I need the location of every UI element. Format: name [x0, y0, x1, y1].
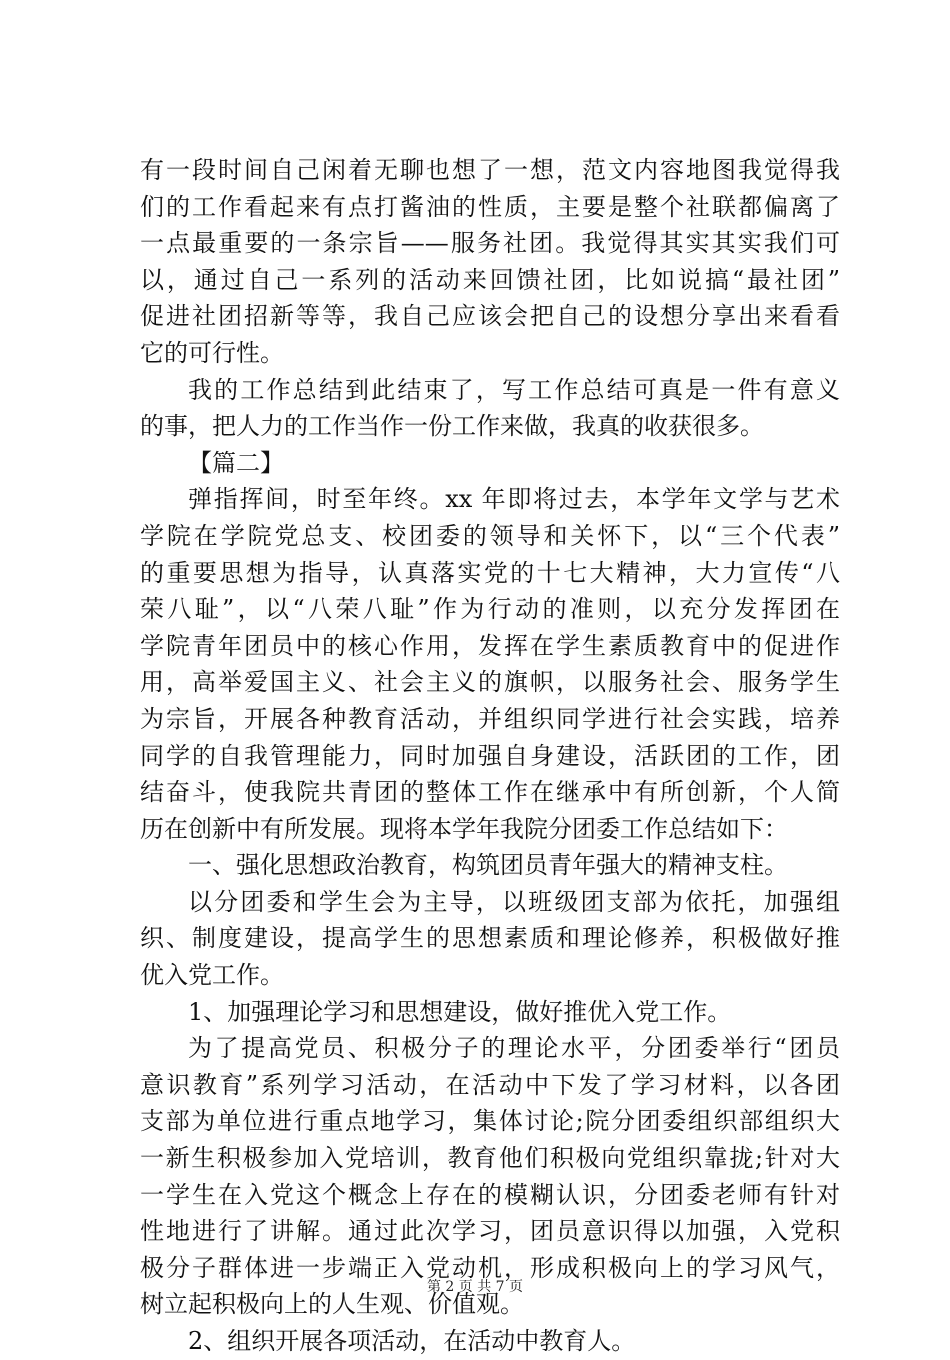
- text-line: 【篇二】: [188, 448, 284, 477]
- text-line: 我的工作总结到此结束了，写工作总结可真是一件有意义: [188, 375, 840, 404]
- text-line: 的重要思想为指导，认真落实党的十七大精神，大力宣传“八: [140, 558, 840, 587]
- text-line: 一学生在入党这个概念上存在的模糊认识，分团委老师有针对: [140, 1180, 840, 1209]
- text-line: 极分子群体进一步端正入党动机，形成积极向上的学习风气，: [140, 1253, 840, 1282]
- text-line: 学院青年团员中的核心作用，发挥在学生素质教育中的促进作: [140, 631, 840, 660]
- text-line: 2、组织开展各项活动，在活动中教育人。: [188, 1327, 636, 1355]
- text-line: 促进社团招新等等，我自己应该会把自己的设想分享出来看看: [140, 302, 840, 331]
- page-footer: 第 2 页 共 7 页: [426, 1279, 524, 1295]
- text-line: 一新生积极参加入党培训，教育他们积极向党组织靠拢;针对大: [140, 1144, 840, 1173]
- text-line: 们的工作看起来有点打酱油的性质，主要是整个社联都偏离了: [140, 192, 840, 221]
- text-line: 有一段时间自己闲着无聊也想了一想，范文内容地图我觉得我: [140, 156, 840, 184]
- text-line: 树立起积极向上的人生观、价值观。: [140, 1290, 524, 1319]
- text-line: 一点最重要的一条宗旨——服务社团。我觉得其实其实我们可: [140, 229, 840, 258]
- text-line: 性地进行了讲解。通过此次学习，团员意识得以加强，入党积: [140, 1217, 840, 1246]
- text-line: 同学的自我管理能力，同时加强自身建设，活跃团的工作，团: [140, 741, 840, 770]
- text-line: 支部为单位进行重点地学习，集体讨论;院分团委组织部组织大: [140, 1107, 840, 1136]
- text-line: 弹指挥间，时至年终。xx 年即将过去，本学年文学与艺术: [188, 485, 840, 514]
- text-line: 历在创新中有所发展。现将本学年我院分团委工作总结如下：: [140, 814, 788, 843]
- text-line: 优入党工作。: [140, 961, 284, 990]
- text-line: 为宗旨，开展各种教育活动，并组织同学进行社会实践，培养: [140, 704, 840, 733]
- text-line: 以，通过自己一系列的活动来回馈社团，比如说搞“最社团”: [140, 265, 840, 294]
- text-line: 1、加强理论学习和思想建设，做好推优入党工作。: [188, 997, 732, 1026]
- text-line: 用，高举爱国主义、社会主义的旗帜，以服务社会、服务学生: [140, 668, 840, 697]
- text-line: 以分团委和学生会为主导，以班级团支部为依托，加强组: [188, 887, 840, 916]
- text-line: 为了提高党员、积极分子的理论水平，分团委举行“团员: [188, 1034, 840, 1063]
- text-line: 一、强化思想政治教育，构筑团员青年强大的精神支柱。: [188, 851, 788, 880]
- text-line: 荣八耻”，以“八荣八耻”作为行动的准则，以充分发挥团在: [140, 595, 840, 624]
- text-line: 的事，把人力的工作当作一份工作来做，我真的收获很多。: [140, 412, 764, 441]
- text-line: 结奋斗，使我院共青团的整体工作在继承中有所创新，个人简: [140, 778, 840, 807]
- document-body: [140, 152, 840, 1360]
- text-line: 它的可行性。: [140, 338, 284, 367]
- text-line: 意识教育”系列学习活动，在活动中下发了学习材料，以各团: [140, 1070, 840, 1099]
- text-line: 学院在学院党总支、校团委的领导和关怀下，以“三个代表”: [140, 521, 840, 550]
- text-line: 织、制度建设，提高学生的思想素质和理论修养，积极做好推: [140, 924, 840, 953]
